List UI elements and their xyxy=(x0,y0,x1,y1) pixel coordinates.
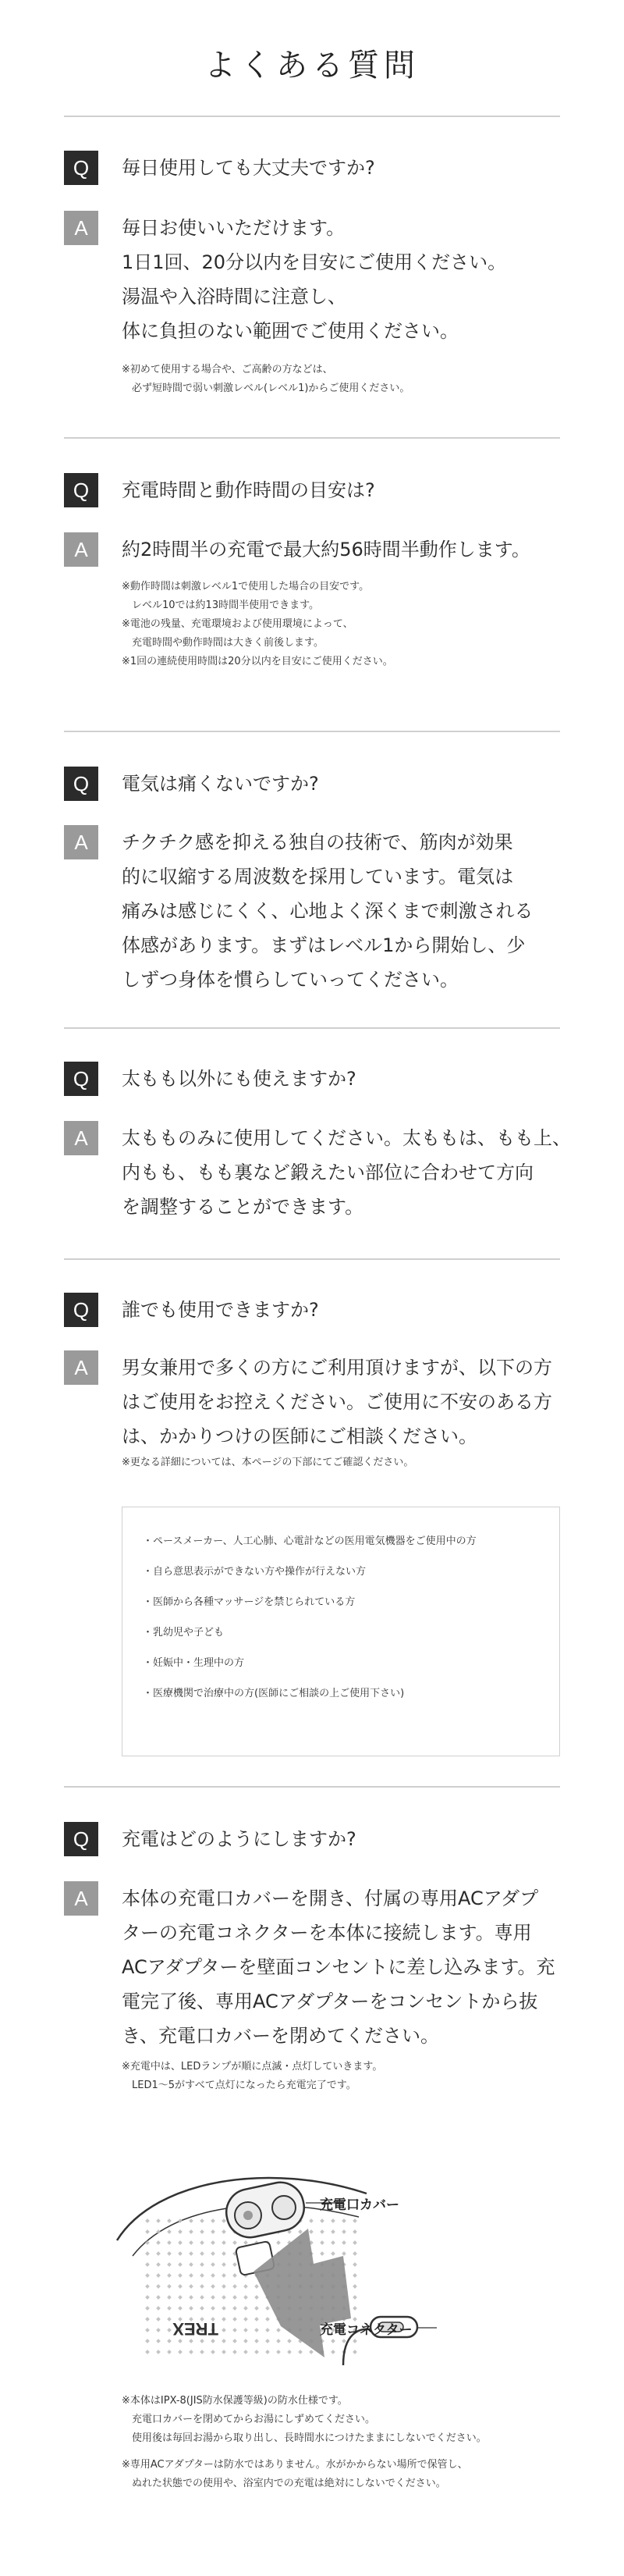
answer-badge: A xyxy=(64,1350,98,1385)
note-line: ぬれた状態での使用や、浴室内での充電は絶対にしないでください。 xyxy=(122,2478,446,2489)
note-line: ※更なる詳細については、本ページの下部にてご確認ください。 xyxy=(122,1457,414,1468)
answer-notes xyxy=(122,1453,413,1472)
note-line: ※専用ACアダプターは防水ではありません。水がかからない場所で保管し、 xyxy=(122,2459,468,2471)
note-line: 使用後は毎回お湯から取り出し、長時間水につけたままにしないでください。 xyxy=(122,2432,487,2444)
divider xyxy=(64,1258,560,1260)
answer-line: 痛みは感じにくく、心地よく深くまで刺激される xyxy=(122,900,534,922)
question-text: 充電時間と動作時間の目安は? xyxy=(122,479,375,501)
note-line: LED1～5がすべて点灯になったら充電完了です。 xyxy=(122,2080,356,2091)
answer-line: ターの充電コネクターを本体に接続します。専用 xyxy=(122,1922,532,1944)
answer-badge: A xyxy=(64,211,98,245)
answer-line: ACアダプターを壁面コンセントに差し込みます。充 xyxy=(122,1956,555,1978)
question-badge: Q xyxy=(64,473,98,507)
answer-notes xyxy=(122,578,393,671)
answer-text xyxy=(122,1121,571,1224)
divider xyxy=(64,116,560,117)
list-item: ・医療機関で治療中の方(医師にご相談の上ご使用下さい) xyxy=(143,1688,405,1699)
note-line: ※電池の残量、充電環境および使用環境によって、 xyxy=(122,618,353,630)
answer-line: 本体の充電口カバーを開き、付属の専用ACアダプ xyxy=(122,1888,539,1909)
answer-line: しずつ身体を慣らしていってください。 xyxy=(122,969,459,991)
question-text: 毎日使用しても大丈夫ですか? xyxy=(122,157,375,179)
answer-text xyxy=(122,532,530,567)
question-badge: Q xyxy=(64,1822,98,1856)
question-badge: Q xyxy=(64,151,98,185)
answer-badge: A xyxy=(64,532,98,567)
note-line: 充電時間や動作時間は大きく前後します。 xyxy=(122,637,324,649)
question-text: 誰でも使用できますか? xyxy=(122,1299,319,1321)
answer-notes xyxy=(122,2058,382,2095)
answer-text xyxy=(122,825,534,997)
answer-notes xyxy=(122,361,410,398)
answer-line: 体に負担のない範囲でご使用ください。 xyxy=(122,320,459,342)
device-logo: TREX xyxy=(172,2319,218,2339)
question-badge: Q xyxy=(64,1062,98,1096)
note-spacer xyxy=(122,2448,487,2456)
page-title: よくある質問 xyxy=(204,48,420,84)
list-item: ・乳幼児や子ども xyxy=(143,1627,225,1638)
answer-line: 太もものみに使用してください。太ももは、もも上、 xyxy=(122,1127,571,1149)
list-item: ・ペースメーカー、人工心肺、心電計などの医用電気機器をご使用中の方 xyxy=(143,1535,477,1547)
answer-badge: A xyxy=(64,1881,98,1916)
list-item: ・自ら意思表示ができない方や操作が行えない方 xyxy=(143,1566,367,1578)
divider xyxy=(64,1027,560,1029)
answer-line: はご使用をお控えください。ご使用に不安のある方 xyxy=(122,1391,552,1413)
note-line: ※充電中は、LEDランプが順に点滅・点灯していきます。 xyxy=(122,2061,383,2073)
answer-line: 約2時間半の充電で最大約56時間半動作します。 xyxy=(122,539,530,560)
answer-text xyxy=(122,211,506,348)
answer-text xyxy=(122,1881,555,2053)
answer-line: 体感があります。まずはレベル1から開始し、少 xyxy=(122,934,526,956)
note-line: 充電口カバーを閉めてからお湯にしずめてください。 xyxy=(122,2414,376,2425)
divider xyxy=(64,731,560,732)
answer-line: 的に収縮する周波数を採用しています。電気は xyxy=(122,866,514,888)
question-text: 太もも以外にも使えますか? xyxy=(122,1068,356,1090)
list-item: ・医師から各種マッサージを禁じられている方 xyxy=(143,1596,356,1608)
waterproof-notes xyxy=(122,2392,487,2493)
answer-line: 毎日お使いいただけます。 xyxy=(122,217,346,239)
charging-port-illustration xyxy=(109,2139,546,2381)
question-text: 電気は痛くないですか? xyxy=(122,773,319,795)
note-line: レベル10では約13時間半使用できます。 xyxy=(122,600,320,611)
answer-line: チクチク感を抑える独自の技術で、筋肉が効果 xyxy=(122,831,513,853)
device-drawing xyxy=(109,2139,546,2381)
answer-line: 男女兼用で多くの方にご利用頂けますが、以下の方 xyxy=(122,1357,552,1379)
answer-line: を調整することができます。 xyxy=(122,1196,364,1218)
note-line: 必ず短時間で弱い刺激レベル(レベル1)からご使用ください。 xyxy=(122,382,410,394)
answer-text xyxy=(122,1350,552,1453)
note-line: ※本体はIPX-8(JIS防水保護等級)の防水仕様です。 xyxy=(122,2395,348,2407)
contraindication-list xyxy=(122,1507,560,1756)
label-charging-connector: 充電コネクター xyxy=(320,2322,413,2338)
answer-line: 電完了後、専用ACアダプターをコンセントから抜 xyxy=(122,1991,538,2012)
answer-line: 1日1回、20分以内を目安にご使用ください。 xyxy=(122,251,507,273)
answer-line: 湯温や入浴時間に注意し、 xyxy=(122,286,346,308)
answer-badge: A xyxy=(64,825,98,859)
note-line: ※1回の連続使用時間は20分以内を目安にご使用ください。 xyxy=(122,656,393,667)
divider xyxy=(64,1786,560,1788)
question-badge: Q xyxy=(64,1293,98,1327)
question-text: 充電はどのようにしますか? xyxy=(122,1828,356,1850)
note-line: ※初めて使用する場合や、ご高齢の方などは、 xyxy=(122,364,333,375)
divider xyxy=(64,437,560,439)
answer-line: は、かかりつけの医師にご相談ください。 xyxy=(122,1425,477,1447)
answer-line: 内もも、もも裏など鍛えたい部位に合わせて方向 xyxy=(122,1162,534,1183)
answer-badge: A xyxy=(64,1121,98,1155)
answer-line: き、充電口カバーを閉めてください。 xyxy=(122,2025,440,2047)
note-line: ※動作時間は刺激レベル1で使用した場合の目安です。 xyxy=(122,581,370,592)
list-item: ・妊娠中・生理中の方 xyxy=(143,1657,245,1669)
question-badge: Q xyxy=(64,767,98,801)
label-charging-port-cover: 充電口カバー xyxy=(320,2197,399,2213)
